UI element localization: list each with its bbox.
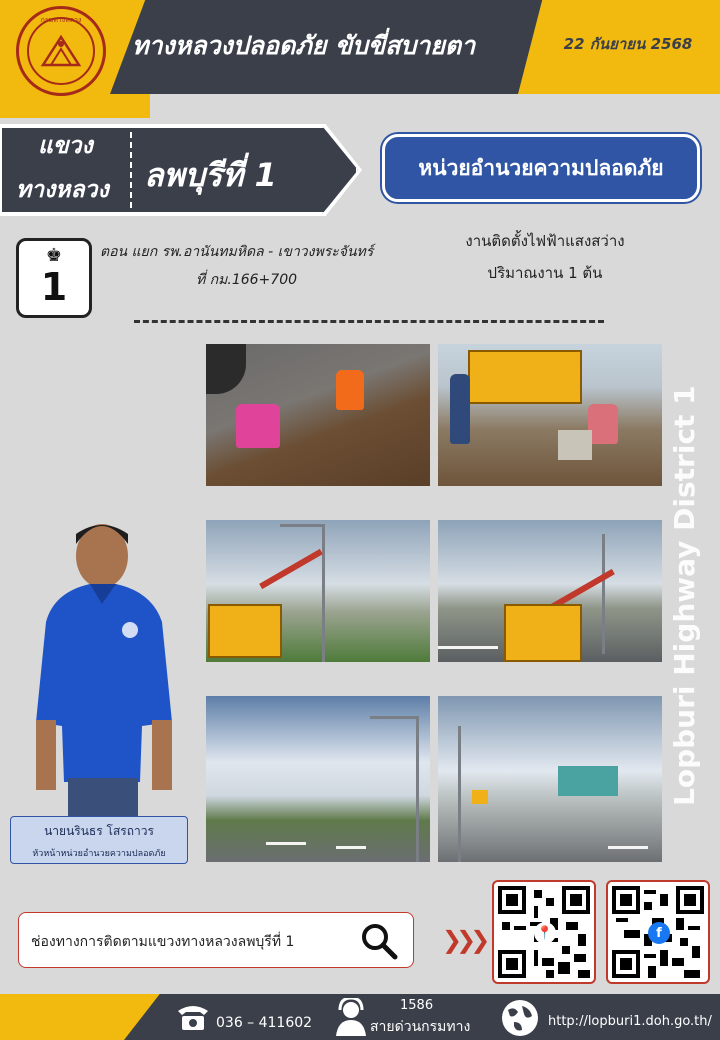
facebook-icon: f [648, 922, 670, 944]
dashed-divider [134, 320, 604, 323]
photo-pole-base [438, 344, 662, 486]
staff-photo [36, 512, 186, 818]
header-date: 22 กันยายน 2568 [563, 35, 693, 53]
crane-arm [259, 549, 323, 589]
light-pole [458, 726, 461, 862]
location-section: ตอน แยก รพ.อานันทมหิดล - เขาวงพระจันทร์ [100, 244, 374, 260]
photo-truck-road [438, 520, 662, 662]
truck [504, 604, 582, 662]
staff-name: นายนรินธร โสรถาวร [44, 824, 154, 838]
unit-label: หน่วยอำนวยความปลอดภัย [382, 134, 700, 202]
road-marking [266, 842, 306, 845]
follow-channel-box[interactable] [18, 912, 414, 968]
light-pole [602, 534, 605, 654]
pole-base [558, 430, 592, 460]
district-label-line2: ทางหลวง [16, 177, 109, 203]
garuda-icon: ♚ [45, 245, 63, 266]
logo-text: กรมทางหลวง [40, 16, 82, 24]
staff-position: หัวหน้าหน่วยอำนวยความปลอดภัย [32, 849, 166, 859]
logo-emblem [27, 17, 95, 85]
lamp-arm [370, 716, 418, 719]
work-type: งานติดตั้งไฟฟ้าแสงสว่าง [465, 232, 625, 250]
staff-name-card [10, 816, 188, 864]
phone-icon [176, 1003, 210, 1031]
photo-highway-view [438, 696, 662, 862]
hotline-number[interactable]: 1586 [400, 998, 434, 1013]
qr-code-facebook[interactable] [606, 880, 710, 984]
district-label-line1: แขวง [38, 133, 93, 159]
worker-figure [450, 374, 470, 444]
globe-icon [500, 998, 540, 1038]
route-number: 1 [40, 265, 68, 309]
lamp-arm [280, 524, 324, 527]
truck [208, 604, 282, 658]
footer-website[interactable]: http://lopburi1.doh.go.th/ [548, 1014, 712, 1029]
route-number-badge [16, 238, 92, 318]
location-km: ที่ กม.166+700 [196, 272, 298, 288]
photo-crane-install [206, 520, 430, 662]
light-pole [322, 524, 325, 662]
worker-figure [336, 370, 364, 410]
search-icon [359, 921, 399, 961]
map-pin-icon: 📍 [534, 922, 556, 944]
distant-truck [472, 790, 488, 804]
road-marking [438, 646, 498, 649]
worker-figure [588, 404, 618, 444]
worker-figure [236, 404, 280, 448]
department-logo [16, 6, 106, 96]
district-side-text: Lopburi Highway District 1 [668, 385, 701, 806]
qr-code-map[interactable] [492, 880, 596, 984]
hotline-label: สายด่วนกรมทาง [370, 1019, 471, 1035]
roadside-building [558, 766, 618, 796]
district-separator [130, 132, 132, 208]
truck [468, 350, 582, 404]
district-name: ลพบุรีที่ 1 [144, 156, 277, 194]
road-marking [336, 846, 366, 849]
work-quantity: ปริมาณงาน 1 ต้น [487, 264, 603, 282]
chevrons-right-icon: ❯❯❯ [442, 926, 485, 954]
photo-digging [206, 344, 430, 486]
call-center-icon [334, 998, 368, 1036]
photo-finished-road [206, 696, 430, 862]
light-pole [416, 716, 419, 862]
road-marking [608, 846, 648, 849]
footer-phone[interactable]: 036 – 411602 [216, 1015, 313, 1031]
truck-wheel [206, 344, 246, 394]
header-title: ทางหลวงปลอดภัย ขับขี่สบายตา [132, 31, 476, 60]
follow-channel-label: ช่องทางการติดตามแขวงทางหลวงลพบุรีที่ 1 [31, 934, 295, 950]
